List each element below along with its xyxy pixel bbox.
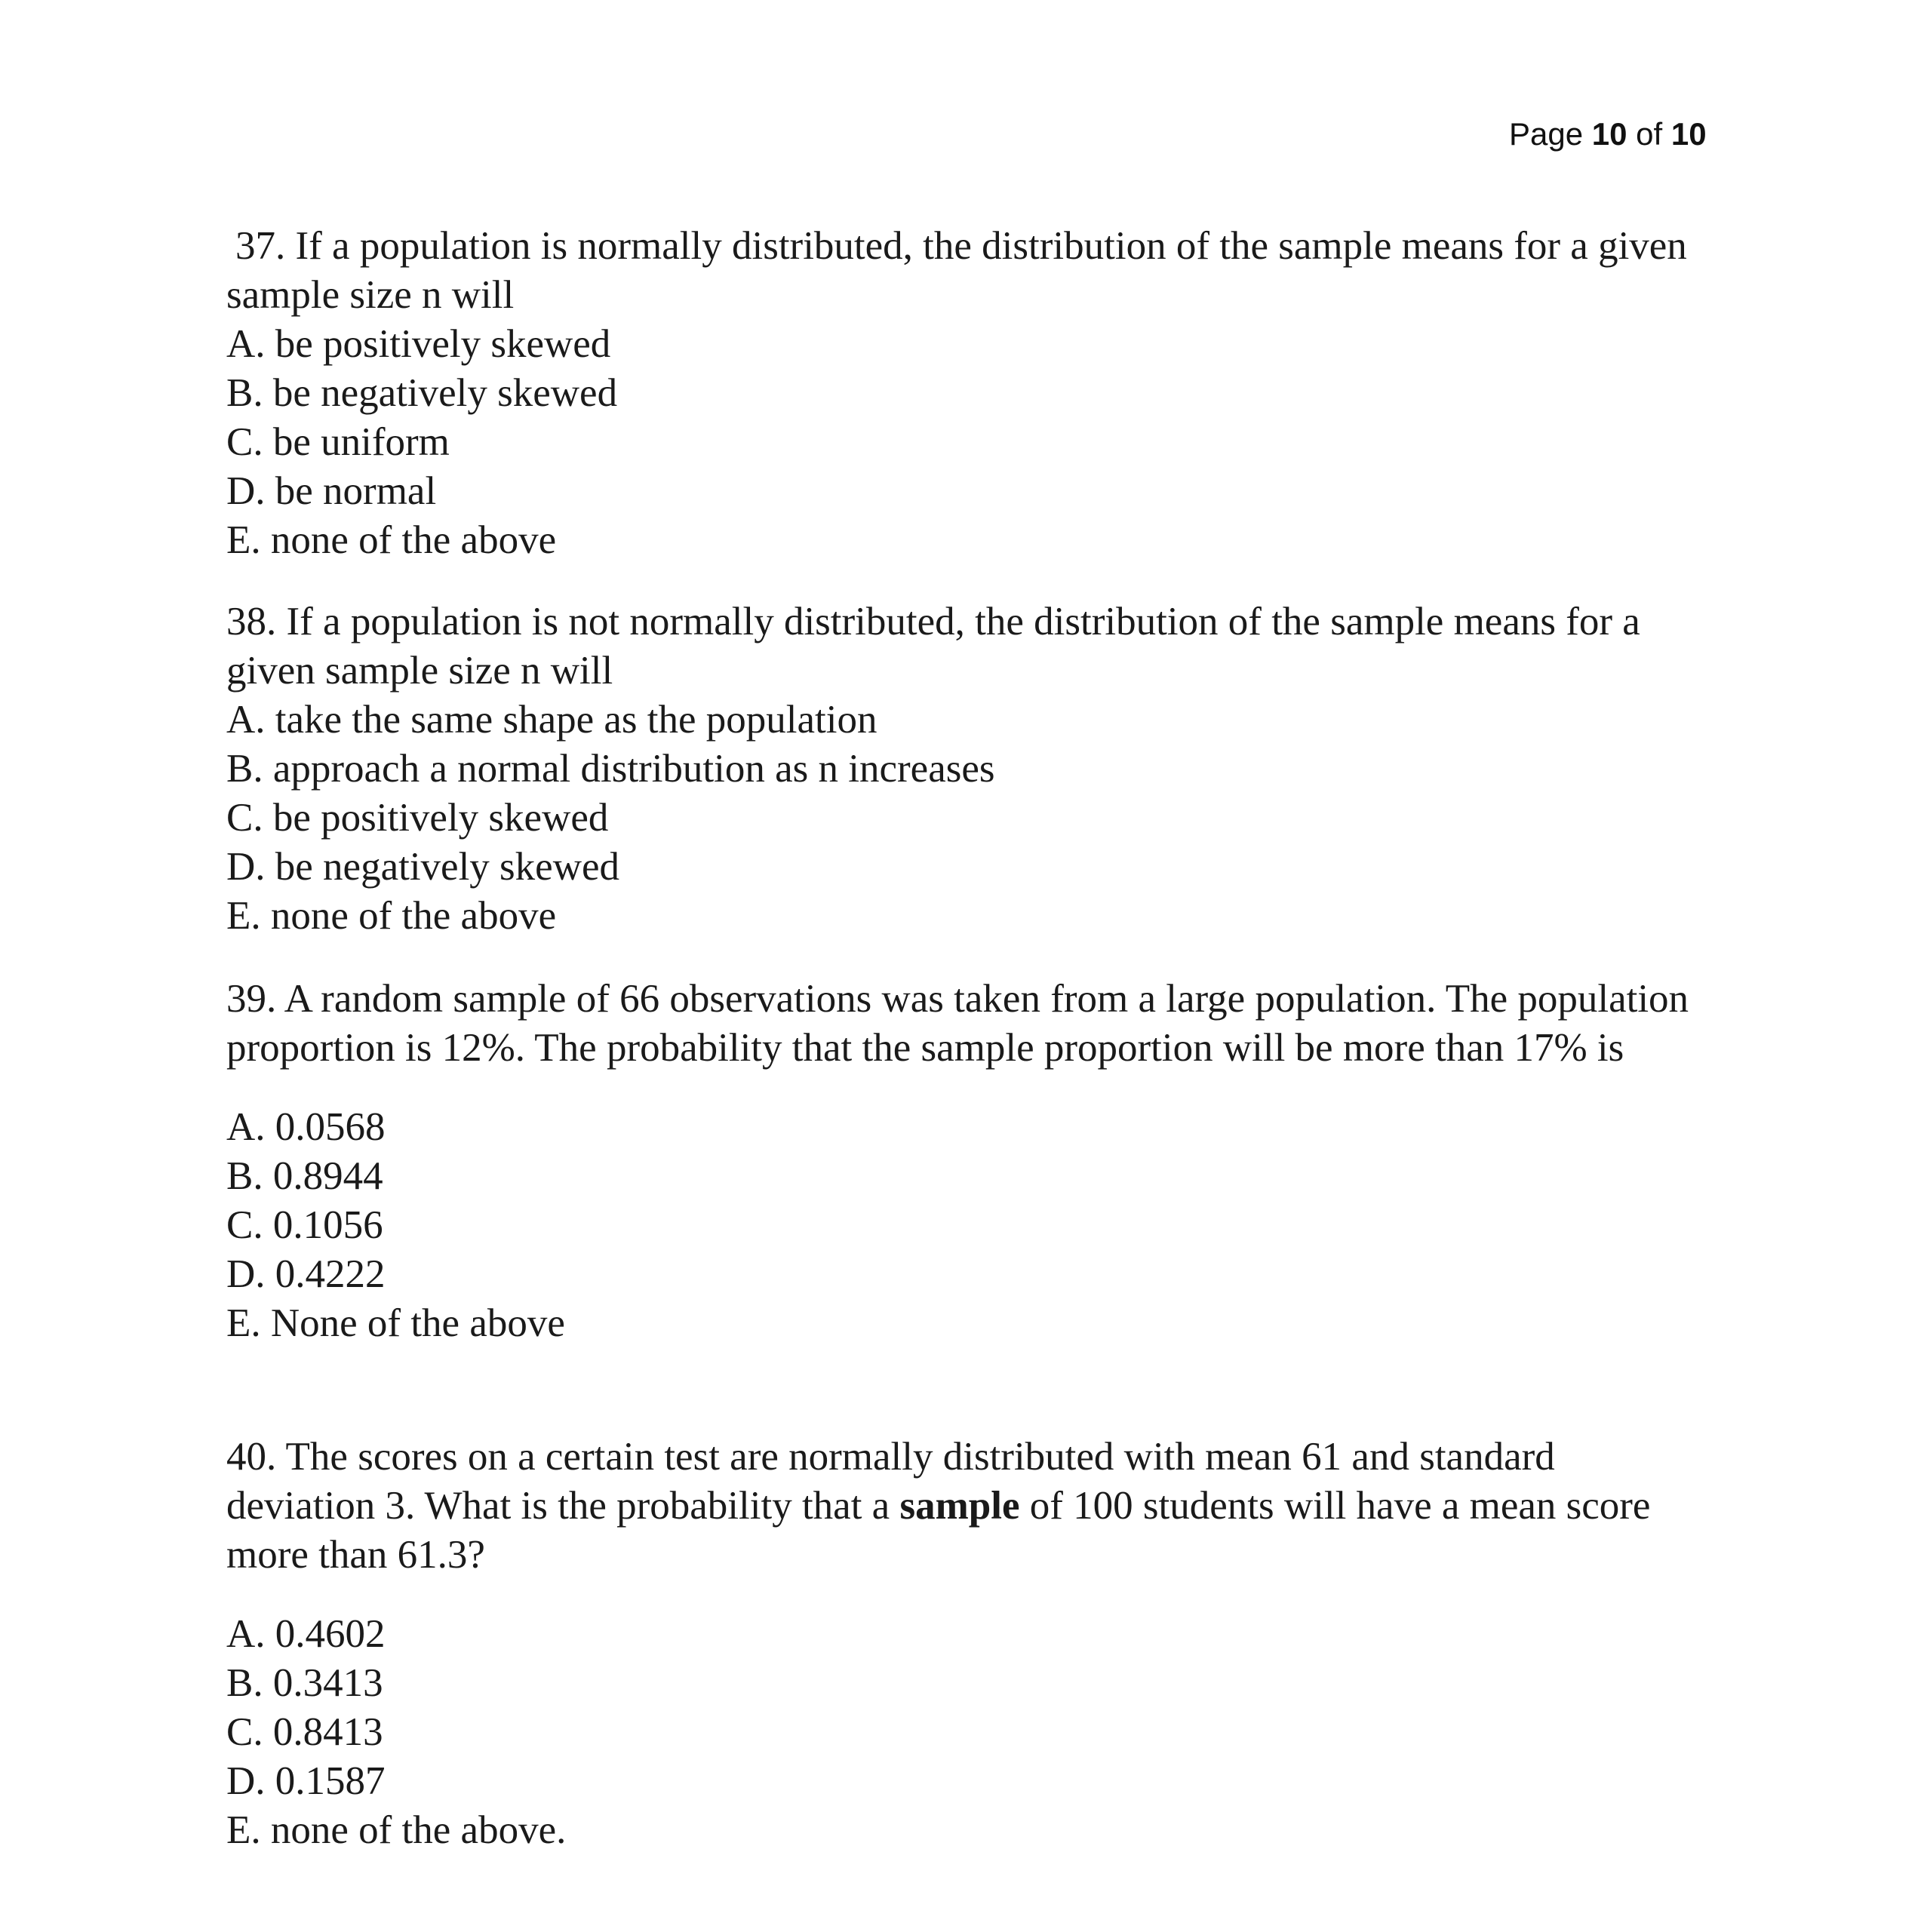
answer-option-d: D. be normal [226, 469, 437, 513]
answer-option-a: A. be positively skewed [226, 322, 611, 366]
answer-option-d: D. 0.4222 [226, 1252, 386, 1296]
emphasized-word: sample [899, 1484, 1020, 1528]
question-stem: 37. If a population is normally distributed, the distribution of the sample means for a given sample size n will [226, 224, 1687, 317]
answer-option-c: C. be positively skewed [226, 796, 609, 840]
question-stem: 38. If a population is not normally distributed, the distribution of the sample means for a given sample size n will [226, 600, 1640, 693]
answer-options [226, 696, 1690, 941]
answer-options [226, 1103, 1690, 1348]
question-stem [226, 1433, 1690, 1580]
current-page-number: 10 [1591, 116, 1627, 152]
of-label: of [1636, 116, 1663, 152]
answer-options [226, 320, 1690, 565]
question-stem-end: of 100 students will have a mean score more than 61.3? [226, 1484, 1651, 1577]
answer-option-d: D. 0.1587 [226, 1759, 386, 1803]
answer-option-a: A. 0.0568 [226, 1105, 386, 1149]
answer-option-b: B. 0.8944 [226, 1154, 383, 1198]
answer-option-a: A. take the same shape as the population [226, 698, 877, 742]
answer-option-e: E. none of the above [226, 894, 557, 938]
answer-option-a: A. 0.4602 [226, 1612, 386, 1656]
answer-option-c: C. 0.1056 [226, 1203, 383, 1247]
answer-option-e: E. None of the above [226, 1301, 565, 1345]
answer-option-b: B. 0.3413 [226, 1661, 383, 1705]
page-number [1509, 112, 1707, 157]
question-stem: 39. A random sample of 66 observations was taken from a large population. The population proportion is 12%. The probability that the sample proportion will be more than 17% is [226, 977, 1689, 1070]
answer-option-b: B. be negatively skewed [226, 371, 618, 415]
page-label: Page [1509, 116, 1584, 152]
question-40 [226, 1433, 1690, 1855]
answer-option-d: D. be negatively skewed [226, 845, 619, 889]
answer-option-e: E. none of the above. [226, 1808, 567, 1852]
answer-option-b: B. approach a normal distribution as n increases [226, 747, 995, 791]
answer-option-c: C. be uniform [226, 420, 450, 464]
total-pages-number: 10 [1670, 116, 1707, 152]
answer-options [226, 1610, 1690, 1855]
question-39 [226, 975, 1690, 1348]
answer-option-e: E. none of the above [226, 518, 557, 562]
question-38 [226, 597, 1690, 941]
question-37 [226, 222, 1690, 565]
answer-option-c: C. 0.8413 [226, 1710, 383, 1754]
question-stem-start: 40. The scores on a certain test are normally distributed with mean 61 and standard deviation 3. What is the probability that a [226, 1435, 1555, 1528]
